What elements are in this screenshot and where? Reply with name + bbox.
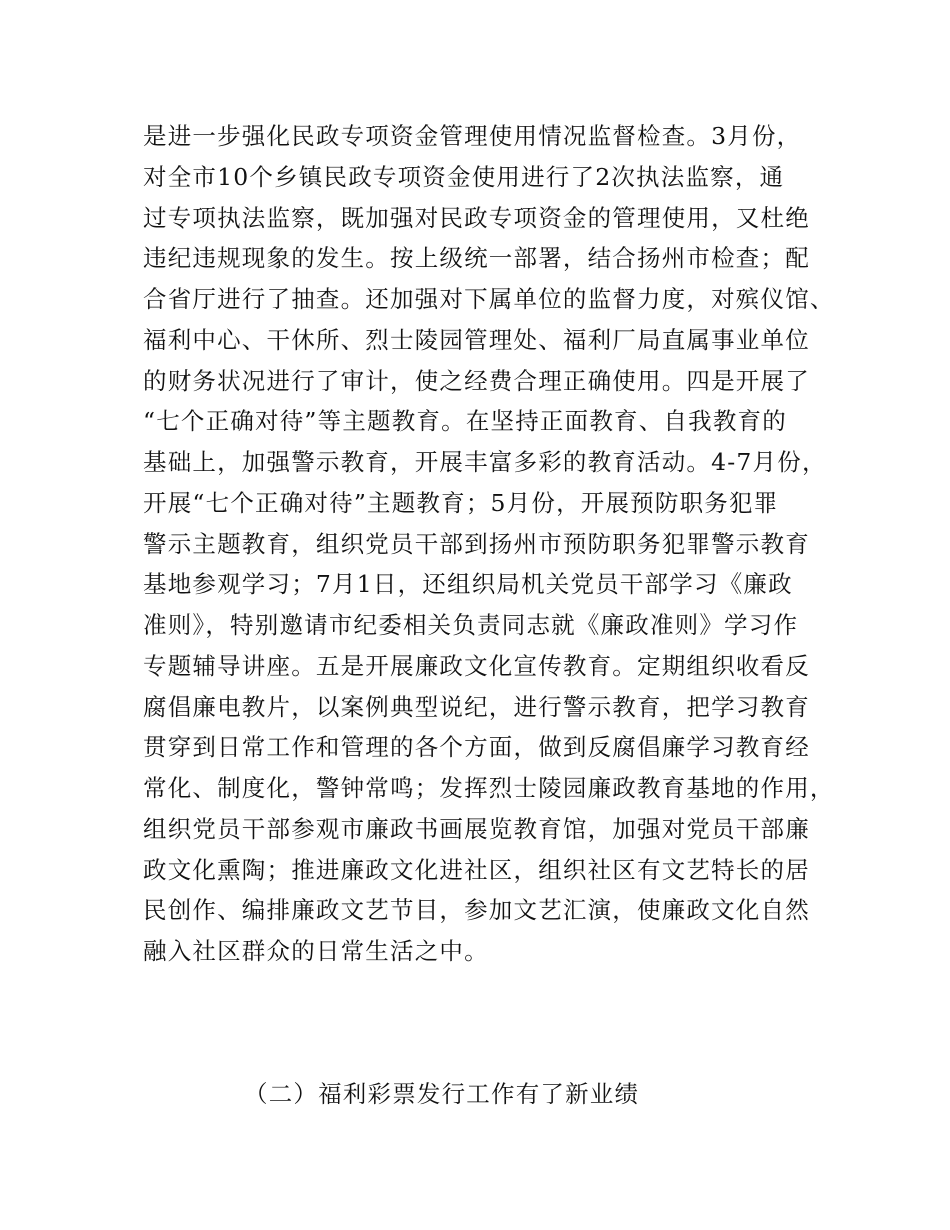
- text-line: 警示主题教育，组织党员干部到扬州市预防职务犯罪警示教育: [143, 529, 810, 558]
- text-line: 福利中心、干休所、烈士陵园管理处、福利厂局直属事业单位: [143, 325, 810, 354]
- text-line: 腐倡廉电教片，以案例典型说纪，进行警示教育，把学习教育: [143, 692, 810, 721]
- text-line: 组织党员干部参观市廉政书画展览教育馆，加强对党员干部廉: [143, 814, 810, 843]
- text-line: 过专项执法监察，既加强对民政专项资金的管理使用，又杜绝: [143, 203, 810, 232]
- text-line: 开展“七个正确对待”主题教育；5月份，开展预防职务犯罪: [143, 488, 779, 517]
- text-line: 政文化熏陶；推进廉政文化进社区，组织社区有文艺特长的居: [143, 855, 810, 884]
- text-line: 常化、制度化，警钟常鸣；发挥烈士陵园廉政教育基地的作用，: [143, 774, 835, 802]
- text-line: 是进一步强化民政专项资金管理使用情况监督检查。3月份，: [143, 122, 802, 150]
- text-line: 合省厅进行了抽查。还加强对下属单位的监督力度，对殡仪馆、: [143, 285, 835, 313]
- text-line: 违纪违规现象的发生。按上级统一部署，结合扬州市检查；配: [143, 244, 810, 273]
- text-line: 基础上，加强警示教育，开展丰富多彩的教育活动。4-7月份，: [143, 448, 827, 476]
- text-line: 贯穿到日常工作和管理的各个方面，做到反腐倡廉学习教育经: [143, 733, 810, 762]
- section-heading: （二）福利彩票发行工作有了新业绩: [244, 1080, 640, 1108]
- body-paragraph: [143, 116, 843, 972]
- text-line: 基地参观学习；7月1日，还组织局机关党员干部学习《廉政: [143, 570, 793, 599]
- text-line: 专题辅导讲座。五是开展廉政文化宣传教育。定期组织收看反: [143, 651, 810, 680]
- text-line: 的财务状况进行了审计，使之经费合理正确使用。四是开展了: [143, 366, 810, 395]
- text-line: 融入社区群众的日常生活之中。: [143, 937, 489, 965]
- text-line: 准则》，特别邀请市纪委相关负责同志就《廉政准则》学习作: [143, 611, 799, 639]
- text-line: 对全市10个乡镇民政专项资金使用进行了2次执法监察，通: [143, 162, 785, 191]
- text-line: “七个正确对待”等主题教育。在坚持正面教育、自我教育的: [143, 407, 787, 436]
- text-line: 民创作、编排廉政文艺节目，参加文艺汇演，使廉政文化自然: [143, 896, 810, 925]
